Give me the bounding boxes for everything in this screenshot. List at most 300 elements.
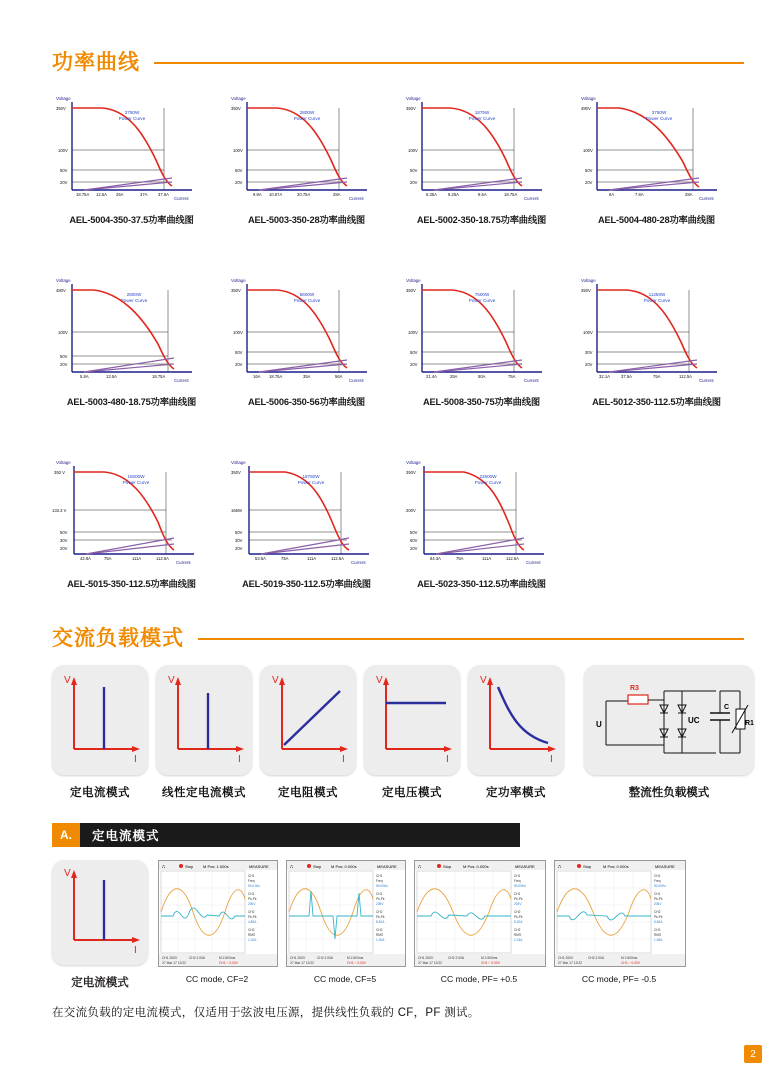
svg-text:4.80A: 4.80A bbox=[248, 920, 257, 924]
axis-label-y: Voltage bbox=[406, 278, 421, 283]
mode-card bbox=[364, 665, 460, 775]
scope-screen bbox=[158, 860, 278, 967]
axis-label-y: Voltage bbox=[56, 460, 71, 465]
mode-card bbox=[156, 665, 252, 775]
svg-text:8A: 8A bbox=[609, 192, 615, 197]
axis-label-x: Current bbox=[349, 378, 364, 383]
svg-text:I: I bbox=[134, 754, 137, 765]
svg-text:25A: 25A bbox=[450, 374, 458, 379]
svg-text:350V: 350V bbox=[231, 288, 241, 293]
scope-screen bbox=[286, 860, 406, 967]
power-curve-chart bbox=[44, 272, 212, 390]
svg-text:Pk-Pk: Pk-Pk bbox=[376, 915, 385, 919]
svg-text:206V: 206V bbox=[248, 902, 256, 906]
scope-screen bbox=[554, 860, 686, 967]
power-curve-cell bbox=[44, 454, 219, 590]
axis-label-x: Current bbox=[699, 378, 714, 383]
svg-text:7.8A: 7.8A bbox=[635, 192, 644, 197]
svg-text:64.3A: 64.3A bbox=[430, 556, 441, 561]
axis-label-x: Current bbox=[174, 378, 189, 383]
power-curve-row bbox=[44, 90, 744, 226]
svg-text:32.1A: 32.1A bbox=[599, 374, 610, 379]
svg-text:RMS: RMS bbox=[376, 933, 384, 937]
svg-text:350 V: 350 V bbox=[54, 470, 65, 475]
svg-text:20V: 20V bbox=[235, 180, 243, 185]
mode-card bbox=[52, 665, 148, 775]
power-curve-cell-empty bbox=[569, 454, 744, 590]
svg-text:CH2 2.00A: CH2 2.00A bbox=[588, 956, 605, 960]
page-number-badge: 2 bbox=[744, 1045, 762, 1063]
svg-text:CH1 ⌐ 0.00V: CH1 ⌐ 0.00V bbox=[621, 961, 640, 965]
svg-text:⎍: ⎍ bbox=[290, 864, 294, 869]
power-curve-grid bbox=[44, 90, 744, 590]
scope-item bbox=[554, 860, 684, 984]
power-curve-caption: AEL-5003-480-18.75功率曲线图 bbox=[66, 397, 197, 407]
axis-label-y: Voltage bbox=[56, 278, 71, 283]
scope-item bbox=[286, 860, 404, 984]
svg-text:10.57A: 10.57A bbox=[269, 192, 283, 197]
svg-text:CH2: CH2 bbox=[376, 910, 383, 914]
svg-text:166W: 166W bbox=[231, 508, 242, 513]
ac-load-mode-row bbox=[52, 665, 752, 800]
subsection-bar-a bbox=[52, 823, 520, 847]
svg-text:MEASURE: MEASURE bbox=[655, 864, 675, 869]
section-rule bbox=[198, 638, 744, 640]
svg-text:22500W: 22500W bbox=[479, 474, 497, 479]
scope-item bbox=[414, 860, 544, 984]
mode-label: 定电阻模式 bbox=[278, 787, 338, 799]
svg-text:27 Mar 17 13:22: 27 Mar 17 13:22 bbox=[558, 961, 583, 965]
svg-text:RMS: RMS bbox=[654, 933, 662, 937]
power-curve-caption: AEL-5006-350-56功率曲线图 bbox=[248, 397, 365, 407]
svg-text:8.40A: 8.40A bbox=[376, 920, 385, 924]
svg-text:M 2.500ms: M 2.500ms bbox=[481, 956, 498, 960]
axis-label-y: Voltage bbox=[231, 278, 246, 283]
axis-label-y: Voltage bbox=[231, 96, 246, 101]
power-curve-caption: AEL-5012-350-112.5功率曲线图 bbox=[592, 397, 721, 407]
axis-label-x: Current bbox=[351, 560, 366, 565]
power-curve-chart bbox=[44, 454, 212, 572]
subsection-title: 定电流模式 bbox=[92, 829, 160, 843]
mode-label: 定功率模式 bbox=[486, 787, 546, 799]
svg-text:100V: 100V bbox=[233, 330, 243, 335]
svg-text:Stop: Stop bbox=[443, 864, 452, 869]
power-curve-chart bbox=[569, 272, 737, 390]
power-curve-caption: AEL-5002-350-18.75功率曲线图 bbox=[416, 215, 547, 225]
svg-text:13.5A: 13.5A bbox=[106, 374, 117, 379]
svg-text:M Pos: 1.000s: M Pos: 1.000s bbox=[203, 864, 229, 869]
svg-text:Pk-Pk: Pk-Pk bbox=[654, 915, 663, 919]
svg-text:5.60A: 5.60A bbox=[654, 920, 663, 924]
axis-label-y: Voltage bbox=[406, 96, 421, 101]
axis-label-x: Current bbox=[524, 378, 539, 383]
svg-text:50V: 50V bbox=[235, 530, 243, 535]
section-header-power-curves bbox=[52, 46, 744, 76]
svg-text:1875W: 1875W bbox=[474, 110, 490, 115]
svg-text:37.5A: 37.5A bbox=[621, 374, 632, 379]
svg-text:350V: 350V bbox=[231, 470, 241, 475]
svg-text:1.03A: 1.03A bbox=[514, 938, 523, 942]
svg-text:M Pos: 0.000s: M Pos: 0.000s bbox=[603, 864, 629, 869]
svg-text:CH1: CH1 bbox=[376, 892, 383, 896]
svg-text:111A: 111A bbox=[132, 556, 142, 561]
power-curve-cell bbox=[219, 90, 394, 226]
svg-text:CH2: CH2 bbox=[376, 928, 383, 932]
svg-text:50.00Hz: 50.00Hz bbox=[514, 884, 526, 888]
power-curve-chart bbox=[394, 90, 562, 208]
cc-mode-diagram bbox=[52, 860, 148, 990]
svg-text:18750W: 18750W bbox=[302, 474, 320, 479]
svg-text:I: I bbox=[446, 754, 449, 765]
section-header-ac-load bbox=[52, 622, 744, 652]
svg-text:20V: 20V bbox=[60, 180, 68, 185]
svg-text:50V: 50V bbox=[585, 168, 593, 173]
svg-text:CH2: CH2 bbox=[514, 928, 521, 932]
mode-item-cp bbox=[468, 665, 564, 800]
svg-text:350V: 350V bbox=[406, 288, 416, 293]
svg-text:133.3 V: 133.3 V bbox=[52, 508, 67, 513]
svg-text:20V: 20V bbox=[60, 362, 68, 367]
svg-text:Pk-Pk: Pk-Pk bbox=[514, 897, 523, 901]
scope-caption: CC mode, PF= +0.5 bbox=[440, 974, 518, 984]
svg-text:5.8A: 5.8A bbox=[80, 374, 89, 379]
svg-text:M Pos: 0.000s: M Pos: 0.000s bbox=[463, 864, 489, 869]
svg-text:Power Curve: Power Curve bbox=[468, 116, 496, 121]
section-rule bbox=[154, 62, 744, 64]
power-curve-chart bbox=[394, 272, 562, 390]
svg-text:Power Curve: Power Curve bbox=[468, 298, 496, 303]
svg-text:2800W: 2800W bbox=[126, 292, 142, 297]
section-title-power-curves: 功率曲线 bbox=[52, 51, 140, 74]
svg-text:5.35A: 5.35A bbox=[426, 192, 437, 197]
svg-text:350V: 350V bbox=[406, 106, 416, 111]
svg-text:9.8A: 9.8A bbox=[253, 192, 262, 197]
power-curve-cell bbox=[219, 454, 394, 590]
axis-label-x: Current bbox=[699, 196, 714, 201]
svg-text:50V: 50V bbox=[235, 350, 243, 355]
svg-text:112.5A: 112.5A bbox=[156, 556, 169, 561]
svg-text:60V: 60V bbox=[410, 538, 418, 543]
svg-text:50.00Hz: 50.00Hz bbox=[376, 884, 388, 888]
mode-label: 线性定电流模式 bbox=[162, 787, 246, 799]
svg-text:Power Curve: Power Curve bbox=[118, 116, 146, 121]
scope-caption: CC mode, CF=5 bbox=[313, 974, 377, 984]
svg-text:Power Curve: Power Curve bbox=[297, 480, 325, 485]
footnote-text: 在交流负载的定电流模式，仅适用于弦波电压源，提供线性负载的 CF，PF 测试。 bbox=[52, 1007, 480, 1019]
svg-text:MEASURE: MEASURE bbox=[377, 864, 397, 869]
svg-text:M 2.500ms: M 2.500ms bbox=[347, 956, 364, 960]
svg-text:27 Mar 17 13:22: 27 Mar 17 13:22 bbox=[162, 961, 187, 965]
svg-text:1.00A: 1.00A bbox=[376, 938, 385, 942]
svg-text:100V: 100V bbox=[233, 148, 243, 153]
svg-text:15000W: 15000W bbox=[127, 474, 145, 479]
svg-text:⎍: ⎍ bbox=[558, 864, 562, 869]
svg-text:M 2.500ms: M 2.500ms bbox=[219, 956, 236, 960]
svg-text:CH2: CH2 bbox=[248, 910, 255, 914]
svg-text:42.8A: 42.8A bbox=[80, 556, 91, 561]
cc-mode-row bbox=[52, 860, 752, 990]
svg-text:56A: 56A bbox=[335, 374, 343, 379]
svg-text:Stop: Stop bbox=[313, 864, 322, 869]
power-curve-cell bbox=[569, 272, 744, 408]
svg-text:3750W: 3750W bbox=[124, 110, 140, 115]
axis-label-x: Current bbox=[524, 196, 539, 201]
rectifier-card bbox=[584, 665, 754, 775]
svg-text:CH2 2.00A: CH2 2.00A bbox=[189, 956, 206, 960]
scope-screen bbox=[414, 860, 546, 967]
svg-text:20.75A: 20.75A bbox=[297, 192, 311, 197]
power-curve-caption: AEL-5004-350-37.5功率曲线图 bbox=[69, 215, 194, 225]
mode-item-cc bbox=[52, 665, 148, 800]
svg-text:1.05A: 1.05A bbox=[654, 938, 663, 942]
svg-text:6.25A: 6.25A bbox=[448, 192, 459, 197]
rectifier-label: 整流性负载模式 bbox=[628, 787, 710, 799]
svg-text:50V: 50V bbox=[60, 168, 68, 173]
svg-text:75A: 75A bbox=[653, 374, 661, 379]
svg-text:3750W: 3750W bbox=[651, 110, 667, 115]
svg-text:50V: 50V bbox=[410, 350, 418, 355]
svg-text:V: V bbox=[376, 675, 383, 686]
svg-text:V: V bbox=[64, 868, 71, 879]
axis-label-y: Voltage bbox=[581, 278, 596, 283]
svg-text:CH1: CH1 bbox=[514, 874, 521, 878]
svg-text:18.75A: 18.75A bbox=[152, 374, 166, 379]
svg-text:Pk-Pk: Pk-Pk bbox=[654, 897, 663, 901]
svg-text:Power Curve: Power Curve bbox=[293, 116, 321, 121]
svg-text:CH1 ⌐ 0.00V: CH1 ⌐ 0.00V bbox=[347, 961, 366, 965]
svg-text:75A: 75A bbox=[281, 556, 289, 561]
svg-text:27 Mar 17 13:22: 27 Mar 17 13:22 bbox=[418, 961, 443, 965]
svg-text:Pk-Pk: Pk-Pk bbox=[376, 897, 385, 901]
svg-text:50.01Hz: 50.01Hz bbox=[248, 884, 260, 888]
svg-text:Freq: Freq bbox=[514, 879, 521, 883]
svg-text:50V: 50V bbox=[60, 530, 68, 535]
svg-text:R1: R1 bbox=[745, 720, 754, 727]
mode-label: 定电压模式 bbox=[382, 787, 442, 799]
svg-text:27 Mar 17 13:22: 27 Mar 17 13:22 bbox=[290, 961, 315, 965]
power-curve-cell bbox=[219, 272, 394, 408]
svg-text:112.5A: 112.5A bbox=[331, 556, 344, 561]
svg-text:CH1 200V: CH1 200V bbox=[290, 956, 306, 960]
svg-text:204V: 204V bbox=[514, 902, 522, 906]
svg-text:MEASURE: MEASURE bbox=[515, 864, 535, 869]
svg-text:M Pos: 0.000s: M Pos: 0.000s bbox=[331, 864, 357, 869]
svg-text:CH2: CH2 bbox=[514, 910, 521, 914]
svg-text:Power Curve: Power Curve bbox=[645, 116, 673, 121]
svg-text:5600W: 5600W bbox=[299, 292, 315, 297]
svg-text:CH1: CH1 bbox=[248, 892, 255, 896]
svg-text:20V: 20V bbox=[235, 362, 243, 367]
section-title-ac-load: 交流负载模式 bbox=[52, 627, 184, 650]
power-curve-chart bbox=[44, 90, 212, 208]
svg-text:350V: 350V bbox=[56, 106, 66, 111]
power-curve-cell bbox=[394, 272, 569, 408]
svg-text:480V: 480V bbox=[581, 106, 591, 111]
svg-text:7500W: 7500W bbox=[474, 292, 490, 297]
svg-text:CH1: CH1 bbox=[654, 892, 661, 896]
axis-label-x: Current bbox=[526, 560, 541, 565]
svg-text:100V: 100V bbox=[408, 148, 418, 153]
svg-text:30V: 30V bbox=[235, 538, 243, 543]
svg-text:112.5A: 112.5A bbox=[679, 374, 692, 379]
svg-text:37A: 37A bbox=[140, 192, 148, 197]
svg-text:CH1: CH1 bbox=[514, 892, 521, 896]
svg-text:37.5A: 37.5A bbox=[158, 192, 169, 197]
svg-text:I: I bbox=[238, 754, 241, 765]
svg-text:CH2: CH2 bbox=[654, 910, 661, 914]
svg-text:C: C bbox=[724, 704, 730, 711]
svg-text:75A: 75A bbox=[456, 556, 464, 561]
svg-text:28A: 28A bbox=[333, 192, 341, 197]
svg-text:CH1 200V: CH1 200V bbox=[418, 956, 434, 960]
svg-text:CH1 ⌐ 0.00V: CH1 ⌐ 0.00V bbox=[481, 961, 500, 965]
mode-card bbox=[260, 665, 356, 775]
power-curve-row bbox=[44, 272, 744, 408]
power-curve-chart bbox=[394, 454, 562, 572]
svg-text:21.4A: 21.4A bbox=[426, 374, 437, 379]
svg-text:350V: 350V bbox=[231, 106, 241, 111]
cc-mode-label: 定电流模式 bbox=[71, 977, 129, 989]
axis-label-x: Current bbox=[349, 196, 364, 201]
svg-text:480V: 480V bbox=[56, 288, 66, 293]
svg-text:U: U bbox=[596, 720, 602, 729]
svg-text:111A: 111A bbox=[307, 556, 317, 561]
power-curve-chart bbox=[219, 454, 387, 572]
svg-text:50.00Hz: 50.00Hz bbox=[654, 884, 666, 888]
svg-text:I: I bbox=[342, 754, 345, 765]
axis-label-x: Current bbox=[174, 196, 189, 201]
svg-text:Power Curve: Power Curve bbox=[643, 298, 671, 303]
svg-text:Power Curve: Power Curve bbox=[293, 298, 321, 303]
svg-text:100V: 100V bbox=[58, 330, 68, 335]
power-curve-cell bbox=[394, 454, 569, 590]
svg-text:MEASURE: MEASURE bbox=[249, 864, 269, 869]
power-curve-cell bbox=[44, 90, 219, 226]
svg-text:100V: 100V bbox=[583, 148, 593, 153]
mode-item-rectifier bbox=[584, 665, 754, 800]
power-curve-caption: AEL-5008-350-75功率曲线图 bbox=[423, 397, 540, 407]
svg-text:Freq: Freq bbox=[376, 879, 383, 883]
svg-text:100V: 100V bbox=[408, 330, 418, 335]
svg-text:I: I bbox=[134, 945, 137, 956]
svg-text:⎍: ⎍ bbox=[162, 864, 166, 869]
svg-text:CH1 200V: CH1 200V bbox=[558, 956, 574, 960]
mode-item-cr bbox=[260, 665, 356, 800]
svg-text:11250W: 11250W bbox=[648, 292, 666, 297]
svg-text:CH2: CH2 bbox=[248, 928, 255, 932]
axis-label-y: Voltage bbox=[56, 96, 71, 101]
svg-text:28A: 28A bbox=[685, 192, 693, 197]
svg-text:V: V bbox=[64, 675, 71, 686]
svg-text:CH1: CH1 bbox=[376, 874, 383, 878]
scope-item bbox=[158, 860, 276, 984]
axis-label-x: Current bbox=[176, 560, 191, 565]
svg-text:I: I bbox=[550, 754, 553, 765]
power-curve-row bbox=[44, 454, 744, 590]
mode-card bbox=[52, 860, 148, 965]
svg-text:Power Curve: Power Curve bbox=[122, 480, 150, 485]
svg-text:20V: 20V bbox=[410, 546, 418, 551]
svg-text:CH1 200V: CH1 200V bbox=[162, 956, 178, 960]
mode-label: 定电流模式 bbox=[70, 787, 130, 799]
svg-text:111A: 111A bbox=[482, 556, 492, 561]
svg-text:Pk-Pk: Pk-Pk bbox=[248, 897, 257, 901]
power-curve-chart bbox=[219, 272, 387, 390]
svg-text:CH2: CH2 bbox=[654, 928, 661, 932]
svg-text:M 2.500ms: M 2.500ms bbox=[621, 956, 638, 960]
svg-text:CH2 2.00A: CH2 2.00A bbox=[448, 956, 465, 960]
svg-text:75A: 75A bbox=[508, 374, 516, 379]
svg-text:20V: 20V bbox=[410, 362, 418, 367]
svg-text:12.5A: 12.5A bbox=[96, 192, 107, 197]
svg-text:18.75A: 18.75A bbox=[76, 192, 90, 197]
mode-card-list bbox=[52, 665, 752, 800]
power-curve-caption: AEL-5004-480-28功率曲线图 bbox=[598, 215, 715, 225]
svg-text:50V: 50V bbox=[235, 168, 243, 173]
svg-text:20V: 20V bbox=[585, 180, 593, 185]
svg-text:⎍: ⎍ bbox=[418, 864, 422, 869]
svg-text:30V: 30V bbox=[585, 350, 593, 355]
svg-text:Freq: Freq bbox=[654, 879, 661, 883]
svg-text:16A: 16A bbox=[253, 374, 261, 379]
svg-text:V: V bbox=[168, 675, 175, 686]
scope-caption: CC mode, CF=2 bbox=[185, 974, 249, 984]
svg-text:V: V bbox=[480, 675, 487, 686]
axis-label-y: Voltage bbox=[581, 96, 596, 101]
svg-text:1.02A: 1.02A bbox=[248, 938, 257, 942]
svg-text:18.75A: 18.75A bbox=[504, 192, 518, 197]
svg-text:350V: 350V bbox=[581, 288, 591, 293]
svg-text:CH1: CH1 bbox=[248, 874, 255, 878]
svg-text:50V: 50V bbox=[410, 530, 418, 535]
svg-text:50V: 50V bbox=[60, 354, 68, 359]
power-curve-chart bbox=[219, 90, 387, 208]
mode-card bbox=[468, 665, 564, 775]
axis-label-y: Voltage bbox=[231, 460, 246, 465]
svg-text:Freq: Freq bbox=[248, 879, 255, 883]
svg-text:Stop: Stop bbox=[185, 864, 194, 869]
svg-text:206V: 206V bbox=[654, 902, 662, 906]
svg-text:V: V bbox=[272, 675, 279, 686]
svg-text:RMS: RMS bbox=[248, 933, 256, 937]
svg-text:18.75A: 18.75A bbox=[269, 374, 283, 379]
svg-text:200V: 200V bbox=[406, 508, 416, 513]
svg-text:Stop: Stop bbox=[583, 864, 592, 869]
power-curve-caption: AEL-5003-350-28功率曲线图 bbox=[248, 215, 365, 225]
svg-text:50A: 50A bbox=[478, 374, 486, 379]
svg-text:112.5A: 112.5A bbox=[506, 556, 519, 561]
svg-text:20V: 20V bbox=[60, 546, 68, 551]
scope-caption: CC mode, PF= -0.5 bbox=[581, 974, 657, 984]
svg-text:53.5A: 53.5A bbox=[255, 556, 266, 561]
svg-text:75A: 75A bbox=[104, 556, 112, 561]
power-curve-caption: AEL-5023-350-112.5功率曲线图 bbox=[417, 579, 546, 589]
power-curve-caption: AEL-5015-350-112.5功率曲线图 bbox=[67, 579, 196, 589]
svg-text:R3: R3 bbox=[630, 685, 639, 692]
svg-text:20V: 20V bbox=[585, 362, 593, 367]
svg-text:Pk-Pk: Pk-Pk bbox=[248, 915, 257, 919]
svg-text:208V: 208V bbox=[376, 902, 384, 906]
svg-text:RMS: RMS bbox=[514, 933, 522, 937]
svg-text:350V: 350V bbox=[406, 470, 416, 475]
svg-text:100V: 100V bbox=[58, 148, 68, 153]
subsection-tag: A. bbox=[52, 823, 80, 847]
svg-text:30V: 30V bbox=[60, 538, 68, 543]
svg-text:25A: 25A bbox=[116, 192, 124, 197]
svg-text:UC: UC bbox=[688, 716, 700, 725]
svg-text:CH2 2.00A: CH2 2.00A bbox=[317, 956, 334, 960]
svg-text:35A: 35A bbox=[303, 374, 311, 379]
